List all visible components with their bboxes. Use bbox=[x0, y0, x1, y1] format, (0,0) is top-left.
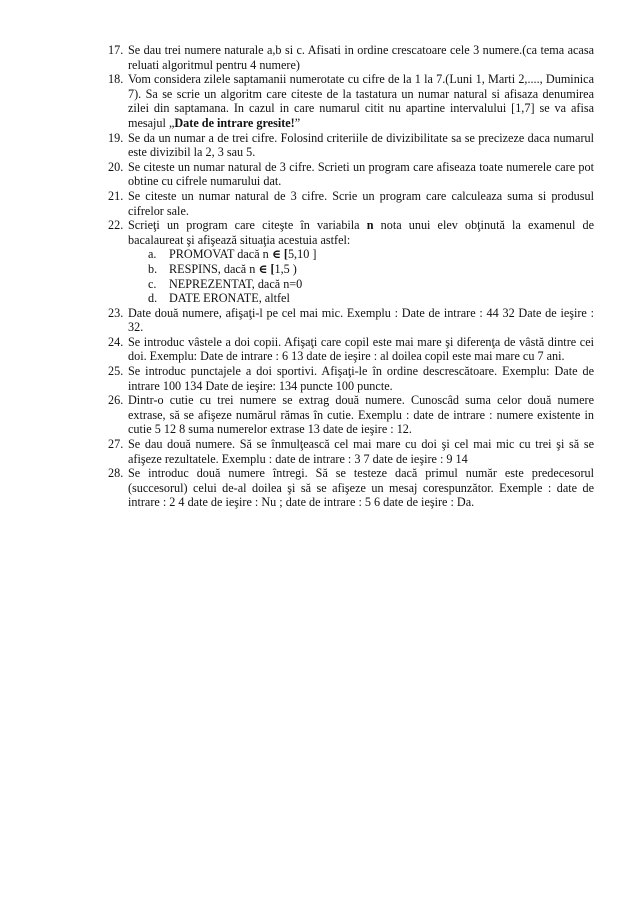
sublist-letter: c. bbox=[148, 276, 157, 291]
error-message-text: Date de intrare gresite! bbox=[174, 115, 295, 130]
problem-text: Se citeste un numar natural de 3 cifre. Scrie un program care calculeaza suma si produsul cifrelor sale. bbox=[128, 188, 594, 218]
sublist-interval: 1,5 ) bbox=[274, 261, 297, 276]
sublist-text: RESPINS, dacă n bbox=[169, 261, 259, 276]
problem-number: 20. bbox=[108, 159, 124, 174]
problem-text: Se dau trei numere naturale a,b si c. Afisati in ordine crescatoare cele 3 numere.(ca tema acasa reluati algoritmul pentru 4 numere) bbox=[128, 43, 594, 72]
problem-number: 25. bbox=[108, 364, 124, 379]
problem-number: 19. bbox=[108, 130, 124, 145]
sublist-text: NEPREZENTAT, dacă n=0 bbox=[169, 276, 303, 291]
sublist-item-date-eronate bbox=[148, 291, 594, 306]
problem-23 bbox=[108, 306, 594, 335]
problem-18 bbox=[108, 72, 594, 130]
problem-number: 22. bbox=[108, 218, 124, 233]
problem-list bbox=[108, 43, 594, 510]
sublist-letter: b. bbox=[148, 261, 158, 276]
problem-number: 23. bbox=[108, 305, 124, 320]
sublist-item-promovat bbox=[148, 247, 594, 262]
problem-28 bbox=[108, 466, 594, 510]
sublist-letter: a. bbox=[148, 247, 157, 262]
grade-status-list bbox=[128, 247, 594, 305]
problem-number: 27. bbox=[108, 437, 124, 452]
problem-number: 17. bbox=[108, 43, 124, 57]
problem-number: 24. bbox=[108, 334, 124, 349]
problem-text: Scrieţi un program care citeşte în variabila bbox=[128, 218, 367, 233]
problem-27 bbox=[108, 437, 594, 466]
problem-21 bbox=[108, 189, 594, 218]
sublist-letter: d. bbox=[148, 291, 158, 306]
problem-text-end: nota unui elev obţinută la examenul de bacalaureat şi afişează situaţia acestuia astfel: bbox=[128, 218, 594, 247]
problem-text: Se introduc două numere întregi. Să se testeze dacă primul număr este predecesorul (succesorul) celui de-al doilea şi să se afişeze un mesaj corespunzător. Exemple : date de intrare : 2 4 date de ieşire : Nu ; date de intrare : 5 6 date de ieşire : Da. bbox=[128, 466, 594, 510]
problem-number: 26. bbox=[108, 393, 124, 408]
sublist-item-respins bbox=[148, 262, 594, 277]
problem-number: 21. bbox=[108, 188, 124, 203]
sublist-interval: 5,10 ] bbox=[287, 247, 317, 262]
problem-text: Se dau două numere. Să se înmulţească cel mai mare cu doi şi cel mai mic cu trei şi să se afişeze rezultatele. Exemplu : date de intrare : 3 7 date de ieşire : 9 14 bbox=[128, 437, 594, 466]
problem-text: Se introduc vâstele a doi copii. Afişaţi care copil este mai mare şi diferenţa de vâstă dintre cei doi. Exemplu: Date de intrare : 6 13 date de ieşire : al doilea copil este mai mare cu 7 ani. bbox=[128, 334, 594, 364]
problem-20 bbox=[108, 160, 594, 189]
problem-text: Se citeste un numar natural de 3 cifre. Scrieti un program care afiseaza toate numerele care pot obtine cu cifrele numarului dat. bbox=[128, 159, 594, 189]
problem-text-end: ” bbox=[294, 115, 301, 130]
problem-text: Date două numere, afişaţi-l pe cel mai mic. Exemplu : Date de intrare : 44 32 Date de ieşire : 32. bbox=[128, 305, 594, 335]
variable-name: n bbox=[366, 218, 374, 233]
sublist-text: PROMOVAT dacă n bbox=[169, 247, 272, 262]
problem-list-container bbox=[108, 43, 594, 510]
problem-number: 18. bbox=[108, 72, 124, 87]
problem-number: 28. bbox=[108, 466, 124, 481]
interval-symbol: ∈ [ bbox=[258, 261, 275, 276]
problem-17 bbox=[108, 43, 594, 72]
problem-26 bbox=[108, 393, 594, 437]
sublist-text: DATE ERONATE, altfel bbox=[169, 291, 290, 306]
problem-19 bbox=[108, 131, 594, 160]
problem-text: Dintr-o cutie cu trei numere se extrag două numere. Cunoscâd suma celor două numere extrase, să se afişeze numărul rămas în cutie. Exemplu : date de intrare : numere existente in cutie 5 12 8 suma numerelor extrase 13 date de ieşire : 12. bbox=[128, 393, 594, 437]
problem-22 bbox=[108, 218, 594, 306]
problem-text: Vom considera zilele saptamanii numerotate cu cifre de la 1 la 7.(Luni 1, Marti 2,...., Duminica 7). Sa se scrie un algoritm care citeste de la tastatura un numar natural si afisaza denumirea zilei din saptamana. In cazul in care numarul citit nu apartine intervalului [1,7] se va afisa mesajul „ bbox=[128, 72, 594, 130]
sublist-item-neprezentat bbox=[148, 277, 594, 292]
problem-text: Se introduc punctajele a doi sportivi. Afişaţi-le în ordine descrescătoare. Exemplu: Date de intrare 100 134 Date de ieşire: 134 puncte 100 puncte. bbox=[128, 364, 594, 393]
problem-text: Se da un numar a de trei cifre. Folosind criteriile de divizibilitate sa se precizeze daca numarul este divizibil la 2, 3 sau 5. bbox=[128, 130, 594, 160]
interval-symbol: ∈ [ bbox=[271, 247, 288, 262]
problem-24 bbox=[108, 335, 594, 364]
problem-25 bbox=[108, 364, 594, 393]
